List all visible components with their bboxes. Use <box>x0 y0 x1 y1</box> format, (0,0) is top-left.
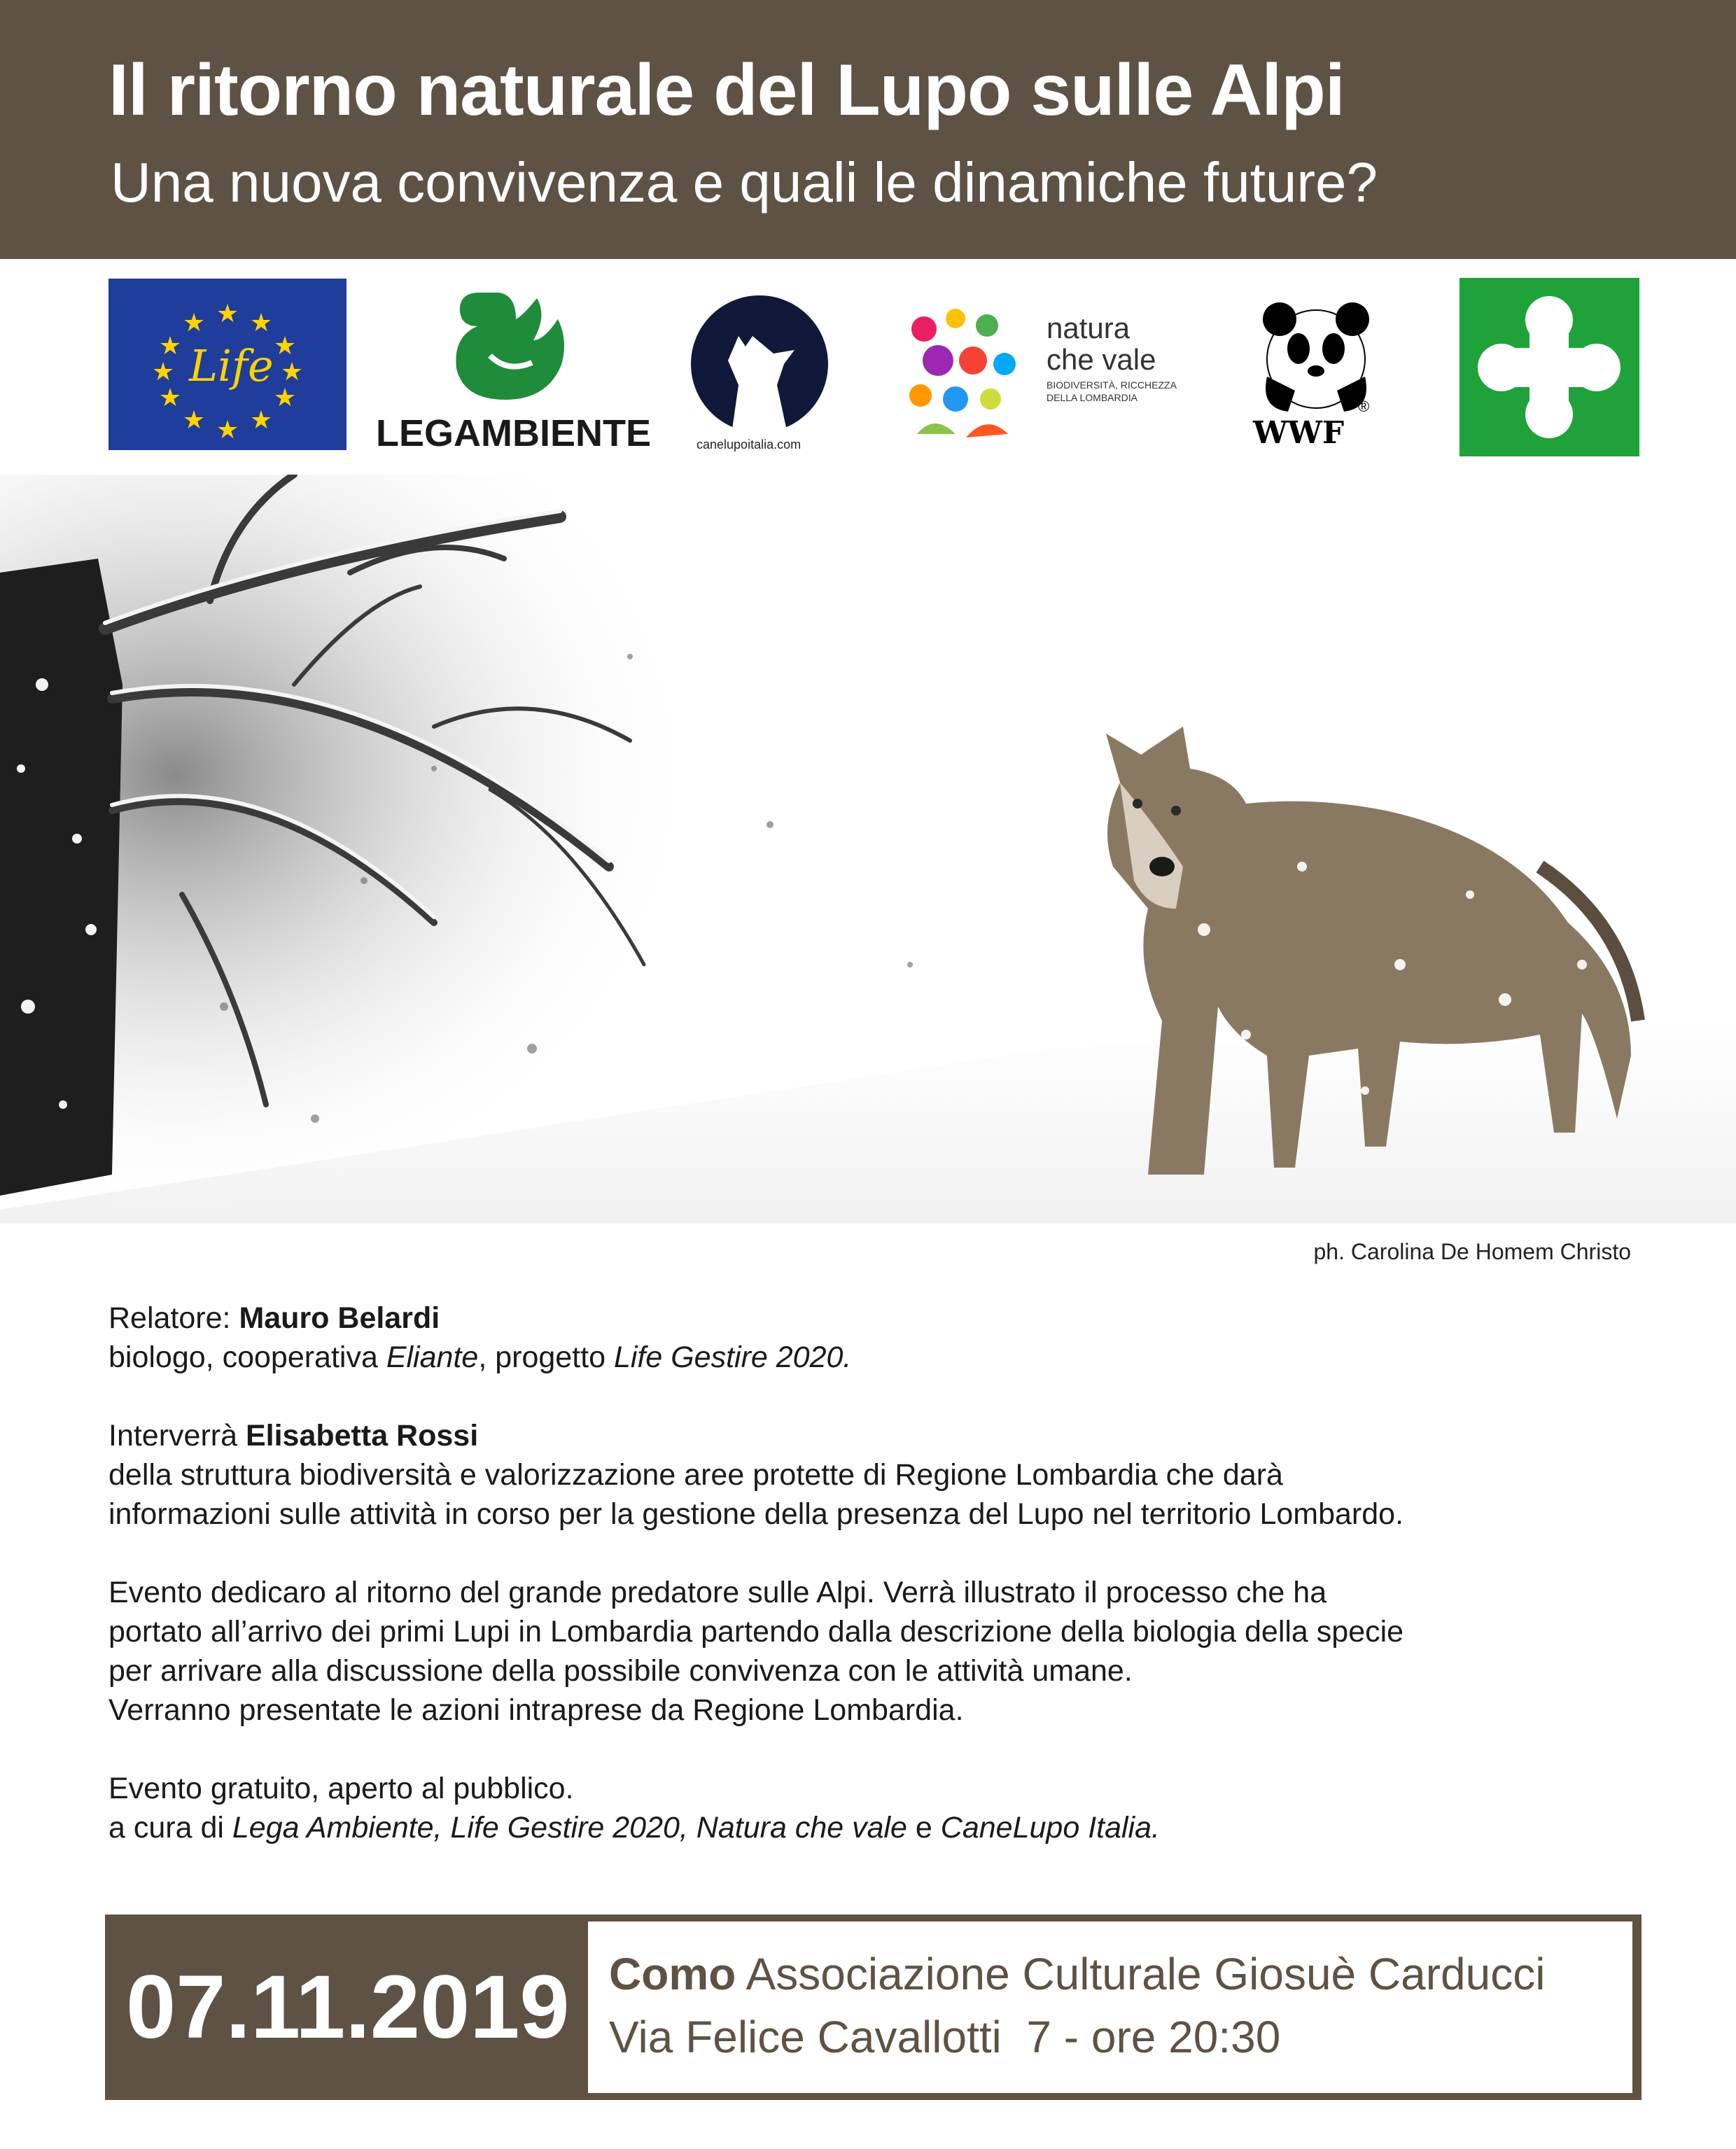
photo-credit: ph. Carolina De Homem Christo <box>1313 1239 1631 1264</box>
svg-text:★: ★ <box>273 383 297 412</box>
venue-line <box>609 1948 1545 2000</box>
speaker-block <box>108 1298 1634 1377</box>
panda-icon <box>1253 293 1379 412</box>
organizers-conj: e <box>906 1811 941 1844</box>
svg-text:★: ★ <box>158 331 182 360</box>
svg-text:★: ★ <box>182 308 206 337</box>
eu-life-logo <box>108 279 346 450</box>
poster-title: Il ritorno naturale del Lupo sulle Alpi <box>108 50 1345 131</box>
wwf-label: WWF <box>1253 415 1345 451</box>
event-desc-3: per arrivare alla discussione della possibile convivenza con le attività umane. <box>108 1654 1133 1688</box>
venue-address: Via Felice Cavallotti 7 - ore 20:30 <box>609 2012 1281 2062</box>
organizers-list: Lega Ambiente, Life Gestire 2020, Natura che vale <box>232 1811 907 1844</box>
speaker-project-label: , progetto <box>478 1340 614 1374</box>
event-block <box>108 1573 1634 1730</box>
natura-line1: natura <box>1046 312 1130 344</box>
canelupo-url: canelupoitalia.com <box>696 438 802 451</box>
speaker-role: biologo, cooperativa <box>108 1340 386 1374</box>
legambiente-label: LEGAMBIENTE <box>376 412 652 454</box>
venue-city: Como <box>609 1949 736 1999</box>
wwf-registered-mark: ® <box>1358 398 1370 415</box>
svg-text:★: ★ <box>280 357 304 386</box>
svg-text:★: ★ <box>182 405 206 434</box>
wolf-photo-icon <box>0 475 1736 1224</box>
event-footer <box>105 1914 1642 2100</box>
svg-text:★: ★ <box>158 383 182 412</box>
canelupo-logo <box>690 294 836 455</box>
svg-text:★: ★ <box>249 405 273 434</box>
free-event-note: Evento gratuito, aperto al pubblico. <box>108 1772 574 1805</box>
venue-box <box>588 1921 1632 2093</box>
wolf-in-snow-photo <box>0 475 1736 1224</box>
wwf-logo <box>1253 293 1379 454</box>
natura-line2: che vale <box>1046 343 1156 376</box>
colorful-flowers-icon <box>896 294 1029 448</box>
header-banner <box>0 0 1736 259</box>
guest-block <box>108 1416 1634 1534</box>
organizers-last: CaneLupo Italia. <box>940 1811 1160 1844</box>
event-desc-2: portato all’arrivo dei primi Lupi in Lombardia partendo dalla descrizione della biologia della specie <box>108 1615 1404 1648</box>
organizers-label: a cura di <box>108 1811 232 1844</box>
regione-lombardia-logo <box>1460 278 1639 456</box>
natura-tagline-2: DELLA LOMBARDIA <box>1046 392 1138 403</box>
guest-label: Interverrà <box>108 1419 246 1452</box>
speaker-project: Life Gestire 2020. <box>613 1340 852 1374</box>
speaker-name: Mauro Belardi <box>239 1301 440 1335</box>
legambiente-logo <box>374 279 652 454</box>
guest-desc-1: della struttura biodiversità e valorizzazione aree protette di Regione Lombardia che darà <box>108 1458 1283 1492</box>
event-desc-4: Verranno presentate le azioni intraprese da Regione Lombardia. <box>108 1693 964 1727</box>
howling-wolf-icon <box>690 294 830 434</box>
speaker-cooperative: Eliante <box>386 1340 479 1374</box>
svg-text:★: ★ <box>273 331 297 360</box>
organizers-block <box>108 1769 1634 1847</box>
eu-life-label: Life <box>189 340 274 391</box>
poster-subtitle: Una nuova convivenza e quali le dinamiche future? <box>111 151 1378 214</box>
rosa-camuna-icon <box>1460 278 1639 456</box>
speaker-label: Relatore: <box>108 1301 239 1335</box>
natura-tagline-1: BIODIVERSITÀ, RICCHEZZA <box>1046 379 1177 391</box>
swan-icon <box>374 279 648 412</box>
svg-text:★: ★ <box>151 357 175 386</box>
guest-name: Elisabetta Rossi <box>245 1419 479 1452</box>
guest-desc-2: informazioni sulle attività in corso per la gestione della presenza del Lupo nel territorio Lombardo. <box>108 1497 1404 1531</box>
event-desc-1: Evento dedicaro al ritorno del grande predatore sulle Alpi. Verrà illustrato il processo che ha <box>108 1576 1327 1609</box>
svg-text:★: ★ <box>216 415 239 444</box>
event-date: 07.11.2019 <box>126 1957 570 2057</box>
venue-name: Associazione Culturale Giosuè Carducci <box>736 1949 1546 1999</box>
svg-text:★: ★ <box>249 308 273 337</box>
event-description <box>108 1298 1634 1886</box>
natura-che-vale-logo <box>896 294 1197 448</box>
svg-text:★: ★ <box>216 299 239 328</box>
